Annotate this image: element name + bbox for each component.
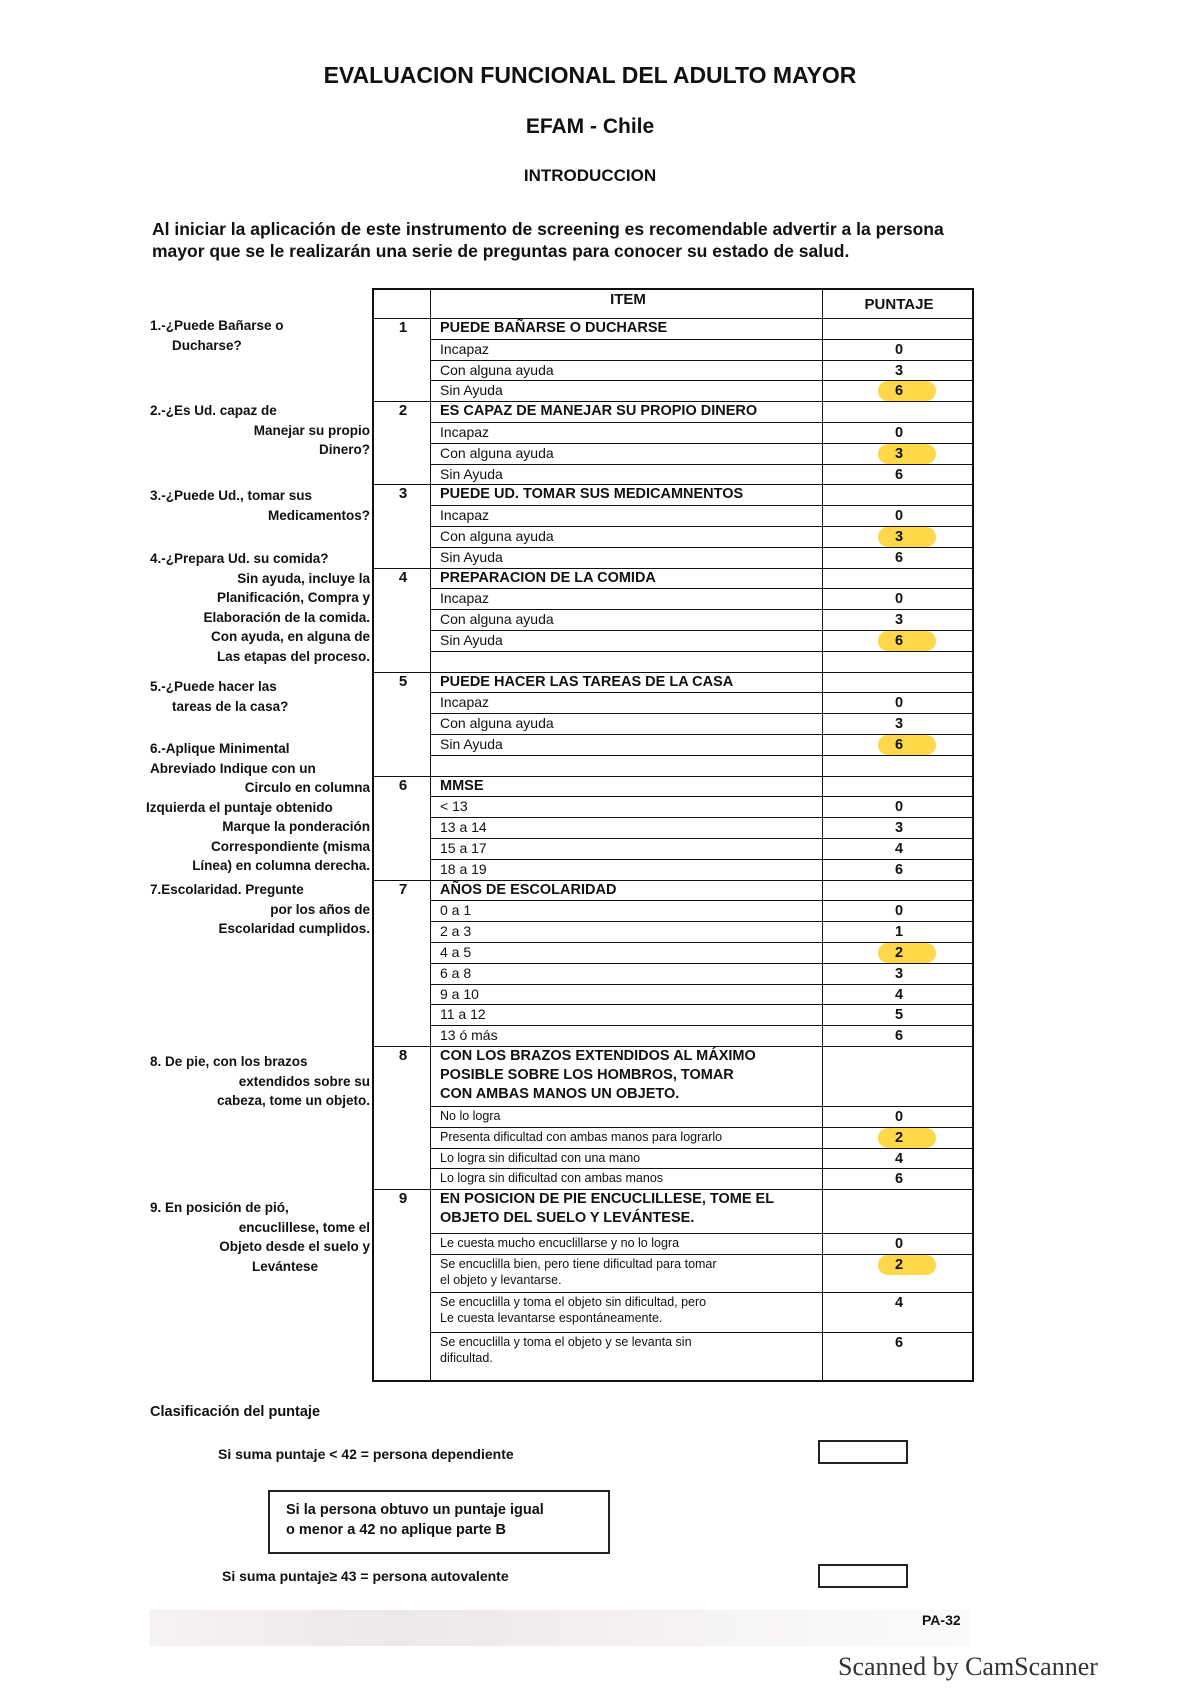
row-divider xyxy=(430,859,972,860)
question-line: Dinero? xyxy=(318,442,370,457)
question-line: Levántese xyxy=(251,1258,318,1274)
question-1 xyxy=(150,316,370,355)
option-label xyxy=(440,736,824,753)
question-line: Las etapas del proceso. xyxy=(216,648,370,664)
option-label xyxy=(440,528,824,545)
option-score[interactable]: 0 xyxy=(894,903,904,920)
option-score[interactable]: 6 xyxy=(894,737,904,753)
option-score[interactable]: 6 xyxy=(894,861,904,878)
option-label xyxy=(440,1294,824,1326)
option-score[interactable]: 6 xyxy=(894,633,904,649)
question-line: 1.-¿Puede Bañarse o xyxy=(150,318,284,333)
option-label-line: dificultad. xyxy=(440,1351,493,1365)
option-label-line: 13 a 14 xyxy=(440,819,487,836)
option-label xyxy=(440,590,824,607)
row-divider xyxy=(430,339,972,340)
option-score[interactable]: 0 xyxy=(894,695,904,712)
item-title-line: PUEDE UD. TOMAR SUS MEDICAMNENTOS xyxy=(440,486,744,503)
option-label xyxy=(440,445,824,462)
question-line: encuclillese, tome el xyxy=(238,1219,370,1235)
intro-line-1: Al iniciar la aplicación de este instrumento de screening es recomendable advertir a la persona xyxy=(152,219,944,239)
option-label xyxy=(440,1129,824,1145)
option-label xyxy=(440,611,824,628)
option-label-line: el objeto y levantarse. xyxy=(440,1273,562,1287)
row-divider xyxy=(430,900,972,901)
question-line: por los años de xyxy=(270,901,370,917)
autovalent-score-box[interactable] xyxy=(818,1564,908,1588)
question-line: tareas de la casa? xyxy=(172,698,289,714)
option-score[interactable]: 4 xyxy=(894,1295,904,1311)
item-number: 9 xyxy=(398,1190,408,1208)
option-label xyxy=(440,1150,824,1166)
row-divider xyxy=(430,817,972,818)
option-score[interactable]: 6 xyxy=(894,466,904,483)
item-title-line: PREPARACION DE LA COMIDA xyxy=(440,569,656,586)
option-label-line: Sin Ayuda xyxy=(440,382,503,399)
option-label-line: Lo logra sin dificultad con ambas manos xyxy=(440,1171,664,1186)
option-score[interactable]: 1 xyxy=(894,924,904,941)
option-label xyxy=(440,1334,824,1366)
option-label xyxy=(440,861,824,878)
question-line: 9. En posición de pió, xyxy=(150,1200,289,1215)
question-line: Planificación, Compra y xyxy=(216,590,370,605)
question-line: 7.Escolaridad. Pregunte xyxy=(150,882,304,897)
item-title xyxy=(440,402,824,421)
question-line: 2.-¿Es Ud. capaz de xyxy=(150,403,277,418)
item-title-line: AÑOS DE ESCOLARIDAD xyxy=(440,881,617,898)
row-divider xyxy=(430,1168,972,1169)
item-number: 2 xyxy=(398,402,408,420)
row-divider xyxy=(430,963,972,964)
question-line: 8. De pie, con los brazos xyxy=(150,1054,308,1069)
item-number: 1 xyxy=(398,319,408,336)
option-label-line: 13 ó más xyxy=(440,1027,498,1044)
option-score[interactable]: 0 xyxy=(894,341,904,358)
intro-line-2: mayor que se le realizarán una serie de preguntas para conocer su estado de salud. xyxy=(152,241,850,261)
row-divider xyxy=(430,1025,972,1026)
option-score[interactable]: 6 xyxy=(894,1171,904,1188)
option-score[interactable]: 0 xyxy=(894,799,904,816)
option-score[interactable]: 2 xyxy=(894,945,904,961)
note-line-2: o menor a 42 no aplique parte B xyxy=(286,1522,506,1538)
column-header-item: ITEM xyxy=(610,291,646,308)
option-label-line: Incapaz xyxy=(440,507,490,524)
row-divider xyxy=(430,1106,972,1107)
item-title xyxy=(440,881,824,900)
option-score[interactable]: 4 xyxy=(894,841,904,857)
option-label-line: 11 a 12 xyxy=(440,1006,486,1023)
item-title xyxy=(440,485,824,504)
option-label-line: Con alguna ayuda xyxy=(440,444,554,461)
option-label xyxy=(440,798,824,815)
item-title-line: PUEDE BAÑARSE O DUCHARSE xyxy=(440,320,668,336)
question-9 xyxy=(150,1198,370,1276)
part-b-note xyxy=(268,1490,610,1554)
question-line: Con ayuda, en alguna de xyxy=(210,629,370,644)
row-divider xyxy=(430,505,972,506)
option-label xyxy=(440,715,824,732)
dependent-rule: Si suma puntaje < 42 = persona dependiente xyxy=(218,1446,514,1462)
classification-title: Clasificación del puntaje xyxy=(150,1404,321,1420)
option-label-line: Sin Ayuda xyxy=(440,465,503,482)
option-label xyxy=(440,965,824,982)
option-label-line: Le cuesta mucho encuclillarse y no lo logra xyxy=(440,1236,680,1251)
question-line: Objeto desde el suelo y xyxy=(219,1239,370,1254)
option-label xyxy=(440,986,824,1003)
item-title-line: EN POSICION DE PIE ENCUCLILLESE, TOME EL xyxy=(440,1191,775,1208)
item-title-line: MMSE xyxy=(440,777,484,794)
question-line: 3.-¿Puede Ud., tomar sus xyxy=(150,488,313,503)
option-score[interactable]: 3 xyxy=(894,612,904,629)
row-divider xyxy=(430,609,972,610)
item-number: 4 xyxy=(398,568,408,586)
item-number: 5 xyxy=(398,672,408,690)
option-label-line: Se encuclilla y toma el objeto sin dificultad, pero xyxy=(440,1295,707,1309)
item-title-line: PUEDE HACER LAS TAREAS DE LA CASA xyxy=(440,673,734,690)
intro-paragraph xyxy=(152,218,1032,262)
option-label xyxy=(440,840,824,857)
question-line: Izquierda el puntaje obtenido xyxy=(146,799,333,815)
row-divider xyxy=(430,755,972,756)
row-divider xyxy=(430,1148,972,1149)
option-label-line: 6 a 8 xyxy=(440,964,472,981)
option-label-line: Incapaz xyxy=(440,340,490,357)
option-score[interactable]: 0 xyxy=(894,591,904,608)
option-label xyxy=(440,1027,824,1044)
row-divider xyxy=(430,838,972,839)
question-line: Medicamentos? xyxy=(267,507,370,523)
option-label xyxy=(440,1170,824,1186)
item-number: 6 xyxy=(398,776,408,794)
option-score[interactable]: 3 xyxy=(894,362,904,379)
row-divider xyxy=(430,422,972,423)
item-title xyxy=(440,777,824,796)
option-score[interactable]: 0 xyxy=(894,1236,904,1253)
question-2 xyxy=(150,401,370,460)
question-line: Ducharse? xyxy=(172,337,242,353)
option-label xyxy=(440,902,824,919)
option-label-line: 4 a 5 xyxy=(440,944,472,960)
option-label-line: Presenta dificultad con ambas manos para lograrlo xyxy=(440,1129,723,1144)
option-label xyxy=(440,944,824,961)
option-score[interactable]: 6 xyxy=(894,383,904,400)
section-heading: INTRODUCCION xyxy=(523,166,657,185)
question-line: 4.-¿Prepara Ud. su comida? xyxy=(150,551,329,566)
option-label-line: Incapaz xyxy=(440,590,490,607)
option-label-line: Le cuesta levantarse espontáneamente. xyxy=(440,1311,663,1325)
option-label-line: 18 a 19 xyxy=(440,860,487,877)
option-label xyxy=(440,382,824,399)
row-divider xyxy=(430,1233,972,1234)
row-divider xyxy=(430,1004,972,1005)
row-divider xyxy=(430,464,972,465)
document-title: EVALUACION FUNCIONAL DEL ADULTO MAYOR xyxy=(323,62,857,88)
row-divider xyxy=(430,1332,972,1333)
option-label-line: Sin Ayuda xyxy=(440,632,503,648)
row-divider xyxy=(430,360,972,361)
item-number: 3 xyxy=(398,485,408,503)
option-label-line: Incapaz xyxy=(440,424,490,440)
option-label xyxy=(440,1235,824,1251)
row-divider xyxy=(430,796,972,797)
item-title xyxy=(440,673,824,692)
question-line: Sin ayuda, incluye la xyxy=(237,570,370,586)
question-4 xyxy=(150,549,370,666)
item-title xyxy=(440,569,824,588)
option-label xyxy=(440,466,824,483)
question-line: extendidos sobre su xyxy=(238,1073,370,1089)
option-label xyxy=(440,819,824,836)
option-label-line: Lo logra sin dificultad con una mano xyxy=(440,1150,641,1165)
autovalent-rule: Si suma puntaje≥ 43 = persona autovalente xyxy=(222,1568,509,1584)
option-score[interactable]: 4 xyxy=(894,1150,904,1167)
item-number: 8 xyxy=(398,1047,408,1064)
row-divider xyxy=(430,692,972,693)
question-line: Marque la ponderación xyxy=(222,819,370,834)
option-label-line: Sin Ayuda xyxy=(440,736,503,752)
column-divider xyxy=(430,290,431,1380)
option-label xyxy=(440,1256,824,1288)
option-label-line: Con alguna ayuda xyxy=(440,361,554,378)
question-7 xyxy=(150,880,370,939)
scanner-watermark: Scanned by CamScanner xyxy=(838,1652,1098,1681)
item-title-line: CON LOS BRAZOS EXTENDIDOS AL MÁXIMO xyxy=(440,1048,756,1064)
row-divider xyxy=(430,651,972,652)
question-line: Escolaridad cumplidos. xyxy=(218,921,370,936)
option-score[interactable]: 3 xyxy=(894,716,904,733)
question-line: Línea) en columna derecha. xyxy=(192,858,370,873)
item-number: 7 xyxy=(398,880,408,898)
question-line: Elaboración de la comida. xyxy=(203,609,370,625)
option-score[interactable]: 3 xyxy=(894,445,904,462)
question-6 xyxy=(146,739,370,876)
option-score[interactable]: 6 xyxy=(894,549,904,566)
question-line: Abreviado Indique con un xyxy=(150,760,316,776)
question-5 xyxy=(150,677,370,716)
option-label xyxy=(440,1108,824,1124)
option-score[interactable]: 2 xyxy=(894,1257,904,1273)
option-label-line: 9 a 10 xyxy=(440,985,479,1002)
option-label xyxy=(440,424,824,441)
option-label-line: 15 a 17 xyxy=(440,840,487,856)
question-8 xyxy=(150,1052,370,1111)
option-label-line: 0 a 1 xyxy=(440,902,472,919)
option-score[interactable]: 2 xyxy=(894,1129,904,1146)
option-label-line: 2 a 3 xyxy=(440,923,472,940)
row-divider xyxy=(430,921,972,922)
question-line: cabeza, tome un objeto. xyxy=(216,1093,370,1108)
item-title xyxy=(440,319,824,338)
item-title-line: CON AMBAS MANOS UN OBJETO. xyxy=(440,1086,680,1102)
option-label xyxy=(440,694,824,711)
option-score[interactable]: 0 xyxy=(894,1109,904,1125)
item-title-line: OBJETO DEL SUELO Y LEVÁNTESE. xyxy=(440,1210,695,1227)
item-title-line: POSIBLE SOBRE LOS HOMBROS, TOMAR xyxy=(440,1067,734,1083)
option-label-line: Incapaz xyxy=(440,694,490,711)
option-score[interactable]: 0 xyxy=(894,425,904,441)
option-label xyxy=(440,362,824,379)
option-label-line: Con alguna ayuda xyxy=(440,611,554,628)
scan-shadow xyxy=(150,1610,970,1646)
option-label-line: No lo logra xyxy=(440,1109,501,1123)
item-title xyxy=(440,1047,824,1104)
option-label xyxy=(440,549,824,566)
option-score[interactable]: 0 xyxy=(894,508,904,525)
row-divider xyxy=(430,547,972,548)
option-label-line: Con alguna ayuda xyxy=(440,528,554,544)
option-label xyxy=(440,341,824,358)
question-line: Circulo en columna xyxy=(244,780,370,795)
row-divider xyxy=(430,713,972,714)
question-line: Manejar su propio xyxy=(253,422,370,438)
option-label xyxy=(440,923,824,940)
document-subtitle: EFAM - Chile xyxy=(525,115,655,138)
item-title-line: ES CAPAZ DE MANEJAR SU PROPIO DINERO xyxy=(440,403,758,420)
question-3 xyxy=(150,486,370,525)
row-divider xyxy=(430,984,972,985)
row-divider xyxy=(430,588,972,589)
question-line: 6.-Aplique Minimental xyxy=(150,741,290,756)
question-line: 5.-¿Puede hacer las xyxy=(150,679,277,694)
dependent-score-box[interactable] xyxy=(818,1440,908,1464)
option-score[interactable]: 3 xyxy=(894,820,904,837)
option-label-line: < 13 xyxy=(440,798,468,815)
assessment-table xyxy=(372,288,974,1382)
row-divider xyxy=(430,1292,972,1293)
option-score[interactable]: 6 xyxy=(894,1335,904,1351)
option-label xyxy=(440,1006,824,1023)
question-line: Correspondiente (misma xyxy=(210,838,370,854)
option-label xyxy=(440,507,824,524)
note-line-1: Si la persona obtuvo un puntaje igual xyxy=(286,1502,544,1518)
option-score[interactable]: 4 xyxy=(894,986,904,1003)
option-label-line: Sin Ayuda xyxy=(440,548,503,565)
option-label xyxy=(440,632,824,649)
page-code: PA-32 xyxy=(922,1612,961,1628)
option-label-line: Se encuclilla y toma el objeto y se levanta sin xyxy=(440,1335,692,1349)
option-label-line: Se encuclilla bien, pero tiene dificultad para tomar xyxy=(440,1257,717,1271)
option-score[interactable]: 5 xyxy=(894,1007,904,1024)
option-label-line: Con alguna ayuda xyxy=(440,715,554,732)
option-score[interactable]: 6 xyxy=(894,1028,904,1045)
column-header-puntaje: PUNTAJE xyxy=(864,296,934,313)
option-score[interactable]: 3 xyxy=(894,965,904,982)
item-title xyxy=(440,1190,824,1228)
option-score[interactable]: 3 xyxy=(894,529,904,545)
